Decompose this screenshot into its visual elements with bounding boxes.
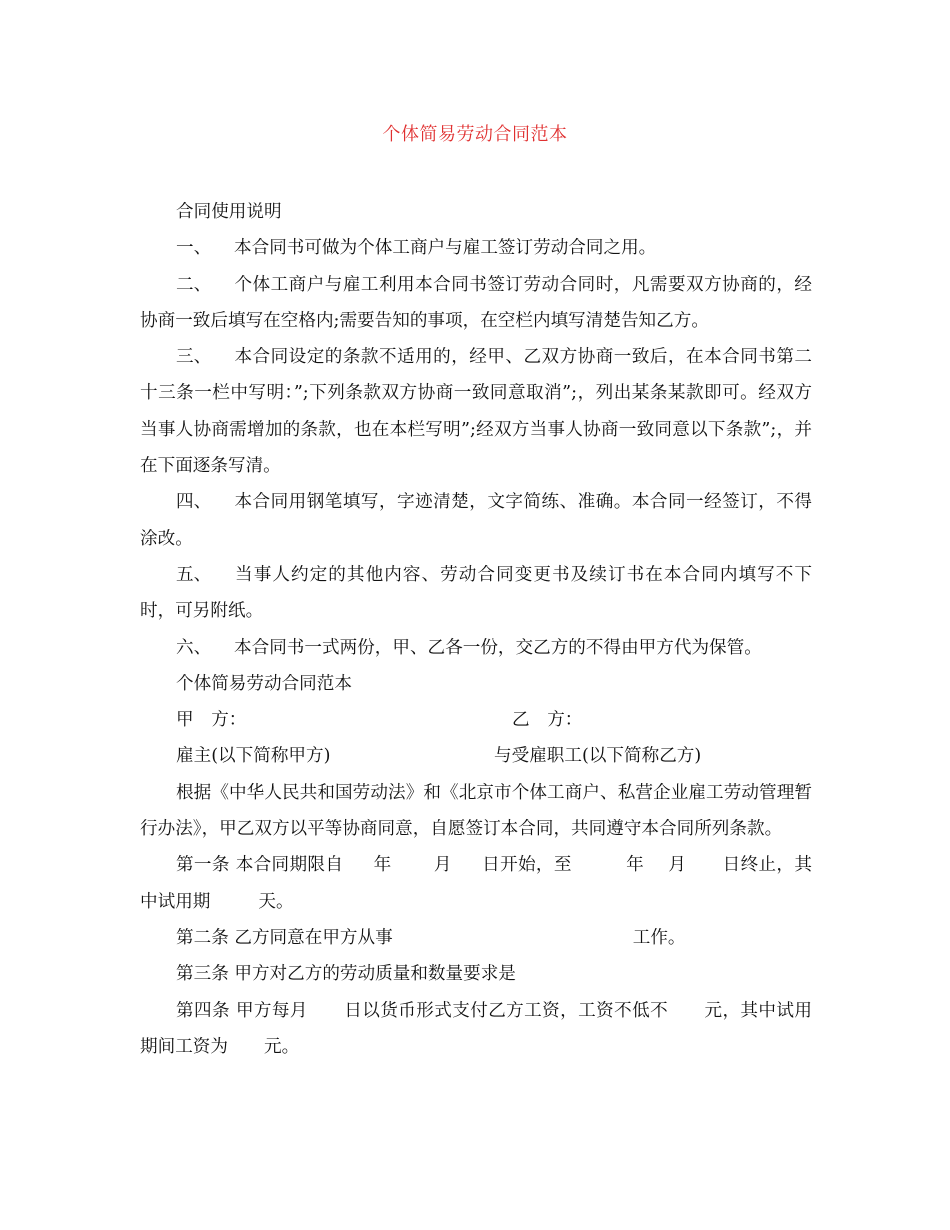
article-4: [140, 993, 812, 1066]
item-text: 个体工商户与雇工利用本合同书签订劳动合同时，凡需要双方协商的，经协商一致后填写在空格内;需要告知的事项，在空栏内填写清楚告知乙方。: [140, 274, 812, 331]
article-1-end-year: 年: [625, 855, 645, 876]
article-4-text: 第四条 甲方每月: [176, 1000, 308, 1021]
item-text: 本合同书可做为个体工商户与雇工签订劳动合同之用。: [234, 238, 657, 259]
party-labels-row: [140, 702, 812, 738]
item-text: 本合同设定的条款不适用的，经甲、乙双方协商一致后，在本合同书第二十三条一栏中写明：”;下列条款双方协商一致同意取消”;，列出某条某款即可。经双方当事人协商需增加的条款，也在本栏写明”;经双方当事人协商一致同意以下条款”;，并在下面逐条写清。: [140, 347, 812, 477]
item-text: 本合同用钢笔填写，字迹清楚，文字简练、准确。本合同一经签订，不得涂改。: [140, 492, 812, 549]
party-desc-row: [140, 738, 812, 774]
article-2-end: 工作。: [632, 927, 686, 948]
item-number: 三、: [176, 347, 212, 368]
article-1-text: 第一条 本合同期限自: [176, 855, 344, 876]
article-1-end-day: 日终止，其中试用期: [140, 855, 812, 912]
instructions-heading: 合同使用说明: [176, 202, 282, 222]
article-1-probation-days: 天。: [258, 891, 294, 912]
instruction-item-2: [140, 267, 812, 340]
item-number: 四、: [176, 492, 212, 513]
party-a-label: 甲 方：: [176, 710, 247, 731]
item-text: 当事人约定的其他内容、劳动合同变更书及续订书在本合同内填写不下时，可另附纸。: [140, 564, 812, 622]
document-body: [140, 194, 812, 1065]
article-4-probation: 元，其中试用期间工资为: [140, 1000, 812, 1057]
article-1-day: 日开始，至: [481, 855, 572, 876]
article-4-wage: 日以货币形式支付乙方工资，工资不低不: [343, 1000, 669, 1021]
article-1-month: 月: [433, 855, 452, 876]
article-3: 第三条 甲方对乙方的劳动质量和数量要求是: [176, 964, 516, 985]
article-4-end: 元。: [263, 1036, 300, 1057]
contract-subtitle: 个体简易劳动合同范本: [176, 673, 352, 694]
contract-preamble: 根据《中华人民共和国劳动法》和《北京市个体工商户、私营企业雇工劳动管理暂行办法》，甲乙双方以平等协商同意，自愿签订本合同，共同遵守本合同所列条款。: [140, 782, 812, 840]
item-number: 六、: [176, 637, 212, 658]
party-b-desc: 与受雇职工(以下简称乙方): [494, 746, 702, 767]
instruction-item-6: [140, 630, 812, 666]
party-a-desc: 雇主(以下简称甲方): [176, 746, 331, 767]
document-title: 个体简易劳动合同范本: [382, 124, 568, 145]
item-text: 本合同书一式两份，甲、乙各一份，交乙方的不得由甲方代为保管。: [234, 637, 762, 658]
article-1-year: 年: [373, 855, 392, 876]
party-b-label: 乙 方：: [512, 710, 583, 731]
item-number: 二、: [176, 274, 212, 295]
instruction-item-1: [140, 230, 812, 266]
instruction-item-4: [140, 484, 812, 557]
item-number: 一、: [176, 238, 212, 259]
article-2-text: 第二条 乙方同意在甲方从事: [176, 927, 393, 948]
article-2: [140, 920, 812, 956]
instruction-item-3: [140, 339, 812, 484]
article-1-end-month: 月: [668, 855, 687, 876]
article-1: [140, 847, 812, 920]
item-number: 五、: [176, 564, 212, 585]
instruction-item-5: [140, 557, 812, 630]
